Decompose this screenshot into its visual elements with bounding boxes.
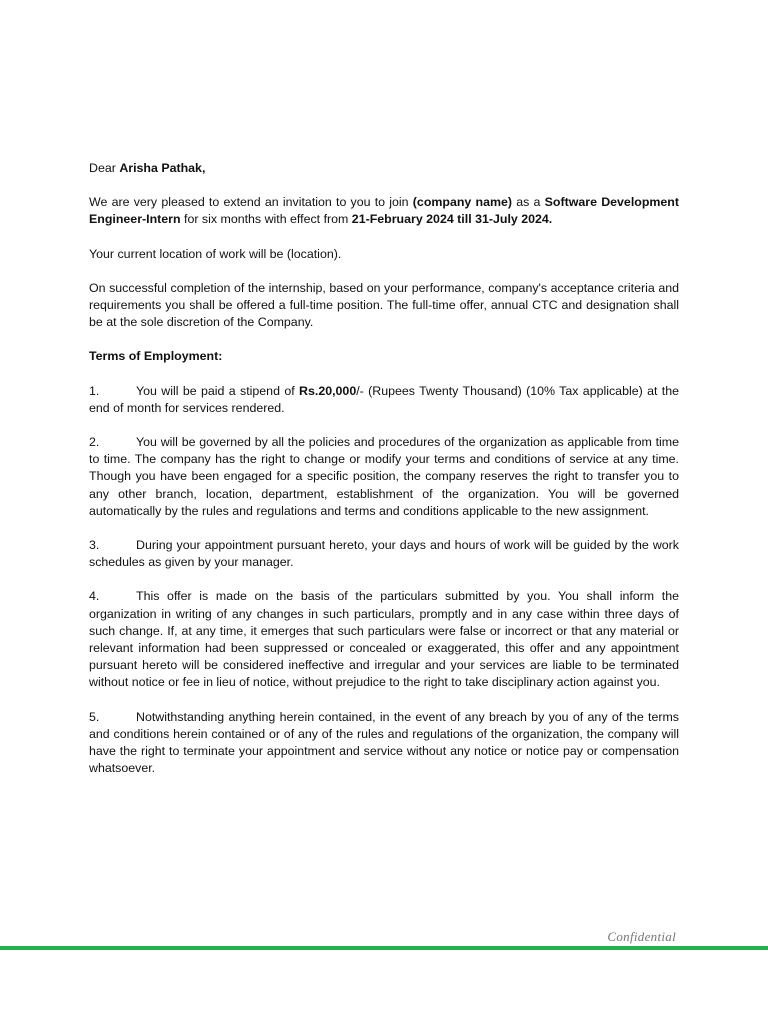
term-5	[89, 709, 679, 778]
salutation	[89, 160, 679, 177]
term-3	[89, 537, 679, 571]
footer-rule	[0, 946, 768, 950]
term-4-text: This offer is made on the basis of the particulars submitted by you. You shall inform the organization in writing of any changes in such particulars, promptly and in any case within three days of such change. If, at any time, it emerges that such particulars were false or incorrect or that any material or relevant information had been suppressed or concealed or exaggerated, this offer and any appointment pursuant hereto will be considered ineffective and irregular and your services are liable to be terminated without notice or fee in lieu of notice, without prejudice to the right to take disciplinary action against you.	[89, 589, 679, 690]
invitation-paragraph	[89, 194, 679, 228]
internship-dates: 21-February 2024 till 31-July 2024.	[351, 212, 553, 227]
term-4	[89, 588, 679, 691]
invitation-text-2: as a	[512, 195, 545, 210]
invitation-text-1: We are very pleased to extend an invitation to you to join	[89, 195, 413, 210]
recipient-name: Arisha Pathak,	[119, 161, 206, 175]
invitation-text-3: for six months with effect from	[180, 212, 352, 227]
term-3-number: 3.	[89, 538, 100, 553]
term-4-number: 4.	[89, 589, 100, 604]
terms-heading: Terms of Employment:	[89, 349, 223, 364]
confidential-label: Confidential	[607, 929, 676, 944]
term-5-text: Notwithstanding anything herein contained, in the event of any breach by you of any of the terms and conditions herein contained or of any of the rules and regulations of the organization, the company will have the right to terminate your appointment and service without any notice or notice pay or compensation whatsoever.	[89, 709, 679, 776]
term-1-number: 1.	[89, 383, 100, 398]
term-1	[89, 383, 679, 417]
term-5-number: 5.	[89, 709, 100, 724]
term-2	[89, 434, 679, 520]
location-paragraph: Your current location of work will be (location).	[89, 246, 342, 261]
full-time-offer-paragraph: On successful completion of the internship, based on your performance, company's acceptance criteria and requirements you shall be offered a full-time position. The full-time offer, annual CTC and designation shall be at the sole discretion of the Company.	[89, 280, 679, 330]
stipend-amount: Rs.20,000	[299, 383, 357, 398]
term-2-text: You will be governed by all the policies and procedures of the organization as applicable from time to time. The company has the right to change or modify your terms and conditions of service at any time. Though you have been engaged for a specific position, the company reserves the right to transfer you to any other branch, location, department, establishment of the organization. You will be governed automatically by the rules and regulations and terms and conditions applicable to the new assignment.	[89, 435, 679, 518]
term-1-text-2: /- (Rupees Twenty Thousand) (10% Tax applicable) at the end of month for services rendered.	[89, 383, 680, 415]
company-name: (company name)	[412, 195, 513, 210]
term-2-number: 2.	[89, 435, 100, 450]
salutation-dear: Dear	[89, 161, 116, 175]
term-1-text-1: You will be paid a stipend of	[136, 383, 300, 398]
letter-body	[89, 160, 679, 794]
position-title: Software Development Engineer-Intern	[89, 195, 680, 227]
term-3-text: During your appointment pursuant hereto, your days and hours of work will be guided by the work schedules as given by your manager.	[89, 538, 679, 570]
